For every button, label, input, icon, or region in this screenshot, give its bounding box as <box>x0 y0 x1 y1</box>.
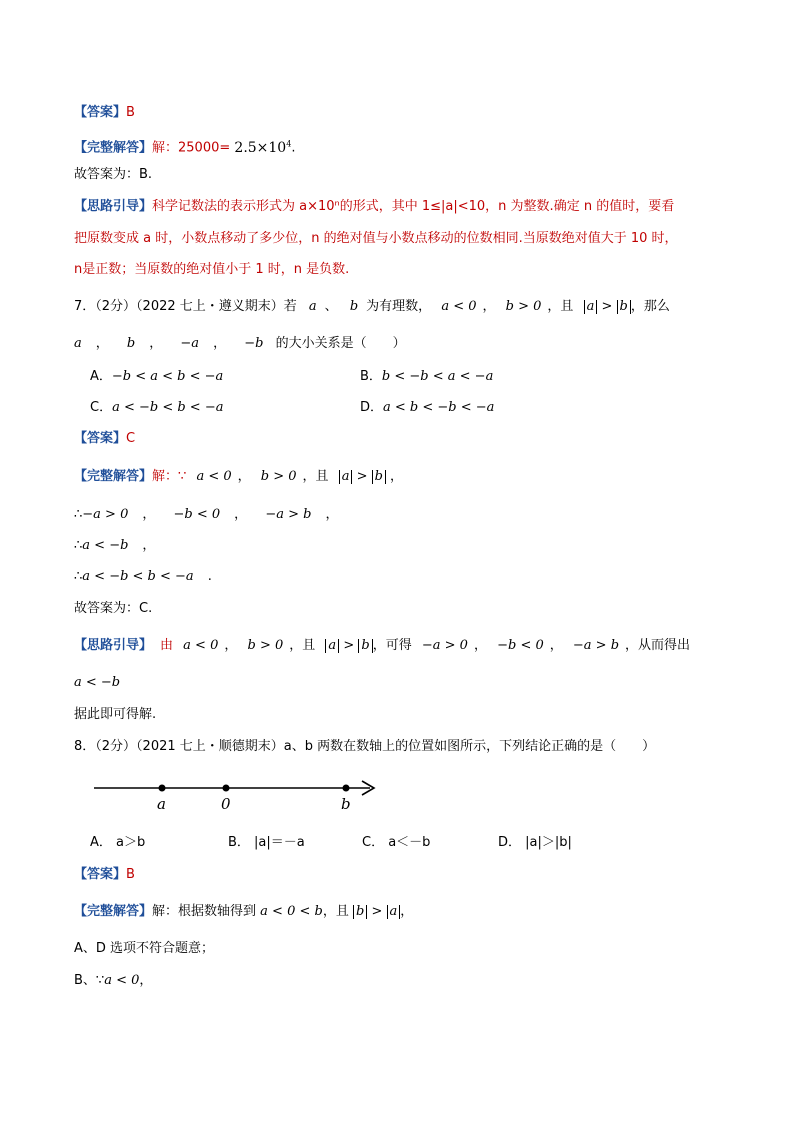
thinking-text-1: 科学记数法的表示形式为 a×10ⁿ的形式，其中 1≤|a|<10，n 为整数.确定 n 的值时，要看 <box>152 199 675 214</box>
point-b <box>343 785 350 792</box>
q8-option-c[interactable]: C． a＜－b <box>362 835 431 850</box>
q7-step-2: ∴a < −b ， <box>74 538 156 553</box>
q7-answer-line <box>74 430 135 448</box>
q7-stem-end: 的大小关系是（ ） <box>275 336 406 351</box>
q7-stem-line-1: 7．（2分）（2022 七上・遵义期末）若 a 、 b 为有理数， a < 0 ， b > 0 ，且 a > b ，那么 <box>74 299 670 314</box>
label-b: b <box>341 795 351 813</box>
thinking-line-1 <box>74 198 674 216</box>
q7-step-3: ∴a < −b < b < −a . <box>74 569 212 584</box>
q7-conclusion: 故答案为：C. <box>74 601 153 616</box>
q8-answer-line <box>74 866 135 884</box>
q7-list-b: b <box>126 336 136 351</box>
point-zero <box>223 785 230 792</box>
solution-label: 【完整解答】 <box>74 469 153 484</box>
q7-list-a: a <box>74 336 82 351</box>
solution-text: 解：25000= <box>152 140 231 156</box>
q8-stem: 8．（2分）（2021 七上・顺德期末）a、b 两数在数轴上的位置如图所示，下列结论正确的是（ ） <box>74 739 656 754</box>
solution-line: 【完整解答】解：$25000= 2.5\times 10^4$. <box>74 139 296 156</box>
q7-solution-line: 【完整解答】解：∵ a < 0 ， b > 0 ，且 a > b ， <box>74 469 403 484</box>
q7-list-neg-a: −a <box>180 336 200 351</box>
q7-option-d[interactable]: D．a < b < −b < −a <box>360 400 495 415</box>
q8-solution-line: 【完整解答】解：根据数轴得到 a < 0 < b，且 b > a ， <box>74 904 414 919</box>
label-a: a <box>157 795 166 813</box>
q7-option-a[interactable]: A．−b < a < b < −a <box>90 369 224 384</box>
number-line-figure <box>90 774 390 816</box>
q7-var-a: a <box>308 299 317 314</box>
q8-option-d[interactable]: D． |a|＞|b| <box>498 835 572 850</box>
label-zero: 0 <box>221 795 231 813</box>
q7-cond-b: b > 0 <box>505 299 542 314</box>
thinking-label: 【思路引导】 <box>74 638 153 653</box>
thinking-label: 【思路引导】 <box>74 199 153 214</box>
q7-list-neg-b: −b <box>244 336 264 351</box>
q7-stem-line-2: a ， b ， −a ， −b 的大小关系是（ ） <box>74 336 406 351</box>
answer-label: 【答案】 <box>74 431 127 446</box>
q8-solution-line-3: B、∵a < 0， <box>74 973 153 988</box>
q8-solution-line-2: A、D 选项不符合题意； <box>74 941 215 956</box>
solution-label: 【完整解答】 <box>74 140 153 156</box>
conclusion-line: 故答案为：B. <box>74 167 153 182</box>
answer-label: 【答案】 <box>74 105 127 120</box>
q7-option-c[interactable]: C．a < −b < b < −a <box>90 400 224 415</box>
q7-option-b[interactable]: B．b < −b < a < −a <box>360 369 494 384</box>
thinking-line-3: n是正数；当原数的绝对值小于 1 时，n 是负数. <box>74 262 350 277</box>
q8-option-a[interactable]: A． a＞b <box>90 835 146 850</box>
q7-thinking-line-1: 【思路引导】 由 a < 0 ， b > 0 ，且 a > b ，可得 −a > 0 ， −b < 0 ， −a > b ，从而得出 <box>74 638 691 653</box>
q7-step-1: ∴−a > 0 ， −b < 0 ， −a > b ， <box>74 507 339 522</box>
answer-label: 【答案】 <box>74 867 127 882</box>
answer-line <box>74 104 135 122</box>
q7-sol-abs-inequality: a > b <box>339 469 386 484</box>
q8-option-b[interactable]: B． |a|＝－a <box>228 835 305 850</box>
q8-answer-value: B <box>126 867 135 882</box>
q7-cond-a: a < 0 <box>441 299 477 314</box>
q7-var-b: b <box>349 299 359 314</box>
q7-abs-inequality: a > b <box>584 299 631 314</box>
solution-math: $2.5\times 10^4$ <box>234 139 292 156</box>
q7-stem-prefix: 7．（2分）（2022 七上・遵义期末）若 <box>74 299 297 314</box>
answer-value: B <box>126 105 135 120</box>
solution-label: 【完整解答】 <box>74 904 153 919</box>
q7-thinking-line-3: 据此即可得解. <box>74 707 157 722</box>
thinking-line-2: 把原数变成 a 时，小数点移动了多少位，n 的绝对值与小数点移动的位数相同.当原数绝对值大于 10 时， <box>74 231 678 246</box>
q7-answer-value: C <box>126 431 136 446</box>
point-a <box>159 785 166 792</box>
q7-thinking-line-2: a < −b <box>74 675 121 690</box>
